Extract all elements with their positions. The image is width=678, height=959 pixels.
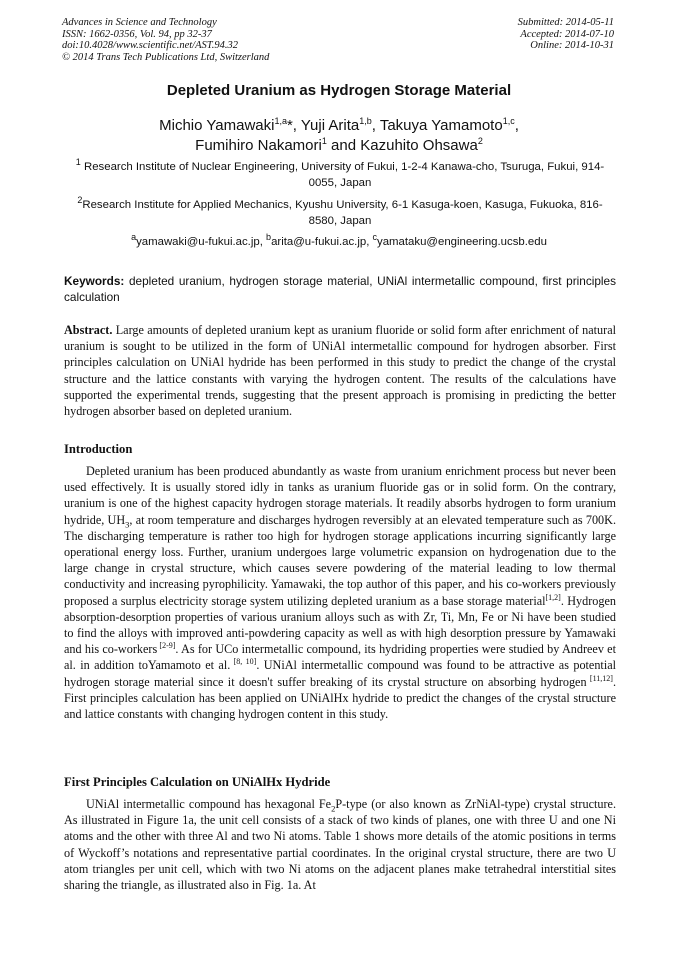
online-date: Online: 2014-10-31 (530, 40, 614, 52)
affiliation-number: 1 (75, 157, 81, 168)
author-emails (0, 232, 678, 248)
corresponding-mark: *, (286, 117, 301, 134)
subscript: 2 (331, 803, 336, 814)
author-separator: , (514, 117, 519, 134)
affiliation-text: Research Institute for Applied Mechanics, Kyushu University, 6-1 Kasuga-koen, Kasuga, Fukuoka, 816-8580, Japan (82, 199, 603, 227)
journal-issn: ISSN: 1662-0356, Vol. 94, pp 32-37 (62, 28, 212, 40)
paragraph-text: , at room temperature and discharges hydrogen reversibly at an elevated temperature such as 700K. The discharging temperature is rather too high for hydrogen storage applications incurring significantly large operational energy loss. Further, uranium undergoes large volumetric expansion on hydrogenation due to the large change in crystal structure, which causes severe powdering of the material leading to low thermal conductivity and increasing pyrophilicity. Yamawaki, the top author of this paper, and his co-workers previously proposed a surplus electricity storage system utilizing depleted uranium as a base storage material (64, 512, 616, 608)
email-mark: b (266, 232, 272, 243)
paragraph-text: UNiAl intermetallic compound has hexagonal Fe (86, 797, 332, 811)
author-line-2 (0, 136, 678, 156)
keywords-text: depleted uranium, hydrogen storage material, UNiAl intermetallic compound, first principles calculation (64, 274, 616, 304)
author-name: Yuji Arita (300, 117, 360, 134)
citation: [8, 10] (230, 657, 257, 667)
keywords (64, 273, 616, 305)
author-name: Fumihiro Nakamori (195, 137, 322, 154)
affiliation-text: Research Institute of Nuclear Engineering, University of Fukui, 1-2-4 Kanawa-cho, Tsuruga, Fukui, 914-0055, Japan (80, 161, 605, 189)
abstract-text: Large amounts of depleted uranium kept as uranium fluoride or solid form after enrichment of natural uranium is sought to be utilized in the form of UNiAl intermetallic compound for hydrogen absorber. First principles calculation on UNiAl hydride has been performed in this study to predict the change of the crystal structure and the lattice constants with varying the hydrogen content. The results of the calculations have supported the experimental trends, suggesting that the present approach is promising in predicting the better hydrogen absorber based on depleted uranium. (64, 323, 616, 419)
author-separator: , (371, 117, 380, 134)
paragraph-text: . UNiAl intermetallic compound was found to be attractive as potential hydrogen storage material since it doesn't suffer breaking of its crystal structure on absorbing hydrogen (64, 658, 616, 689)
email-address: yamawaki@u-fukui.ac.jp, (136, 236, 267, 248)
paragraph-text: . First principles calculation has been applied on UNiAlHx hydride to predict the changes of the crystal structure and lattice constants with changing hydrogen content in this study. (64, 674, 616, 722)
author-line-1 (0, 116, 678, 136)
affiliation-2 (64, 195, 616, 229)
submitted-date: Submitted: 2014-05-11 (517, 17, 614, 28)
submission-dates (518, 17, 614, 52)
journal-name: Advances in Science and Technology (62, 17, 217, 28)
section-heading-introduction: Introduction (64, 442, 133, 456)
author-affiliation-mark: 1 (321, 136, 327, 146)
email-mark: c (372, 232, 378, 243)
author-affiliation-mark: 1,c (502, 116, 515, 126)
subscript: 3 (125, 519, 130, 530)
email-address: arita@u-fukui.ac.jp, (271, 236, 373, 248)
author-affiliation-mark: 1,b (359, 116, 372, 126)
journal-info (62, 17, 269, 63)
paper-title: Depleted Uranium as Hydrogen Storage Material (166, 82, 512, 99)
author-list (0, 116, 678, 156)
email-mark: a (131, 232, 137, 243)
citation: [1,2] (545, 592, 561, 602)
paragraph-text: P-type (or also known as ZrNiAl-type) crystal structure. As illustrated in Figure 1a, the unit cell consists of a stack of two kinds of planes, one with three U and one Ni atoms and the other with three Al and two Ni atoms. Table 1 shows more details of the atomic positions in terms of Wyckoff’s notations and representative partial coordinates. In the original crystal structure, there are two U atom triangles per unit cell, which with two Ni atoms on the adjacent planes make tetrahedral interstitial sites sharing the triangle, as illustrated also in Fig. 1a. At (64, 797, 616, 893)
affiliation-number: 2 (77, 195, 83, 206)
abstract (64, 322, 616, 419)
journal-copyright: © 2014 Trans Tech Publications Ltd, Switzerland (62, 51, 270, 63)
keywords-label: Keywords: (64, 274, 125, 288)
email-address: yamataku@engineering.ucsb.edu (377, 236, 547, 248)
citation: [2-9] (157, 641, 176, 651)
paragraph-text: . Hydrogen absorption-desorption properties of various uranium alloys such as with Zr, Ti, Mn, Fe or Ni have been studied to find the alloys with improved anti-powdering capacity as well as with high desorption pressure by Yamawaki and his co-workers (64, 593, 616, 657)
paragraph-text: Depleted uranium has been produced abundantly as waste from uranium enrichment process but never been used effectively. It is usually stored idly in tanks as uranium fluoride gas or in solid form. On the contrary, uranium is one of the highest capacity hydrogen storage materials. It readily absorbs hydrogen to form uranium hydride, UH (64, 464, 616, 527)
section-heading-first-principles: First Principles Calculation on UNiAlHx Hydride (64, 775, 331, 789)
abstract-label: Abstract. (64, 323, 113, 337)
author-name: Takuya Yamamoto (379, 117, 503, 134)
first-principles-paragraph (64, 796, 616, 893)
citation: [11,12] (586, 673, 613, 683)
author-name: Michio Yamawaki (159, 117, 275, 134)
author-name: Kazuhito Ohsawa (360, 137, 478, 154)
journal-doi: doi:10.4028/www.scientific.net/AST.94.32 (62, 40, 239, 52)
author-affiliation-mark: 1,a (274, 116, 287, 126)
author-affiliation-mark: 2 (477, 136, 483, 146)
accepted-date: Accepted: 2014-07-10 (520, 28, 614, 40)
introduction-paragraph (64, 463, 616, 722)
affiliation-1 (64, 157, 616, 191)
author-separator: and (326, 137, 361, 154)
paragraph-text: . As for UCo intermetallic compound, its hydriding properties were studied by Andreev et al. in addition toYamamoto et al. (64, 642, 616, 673)
